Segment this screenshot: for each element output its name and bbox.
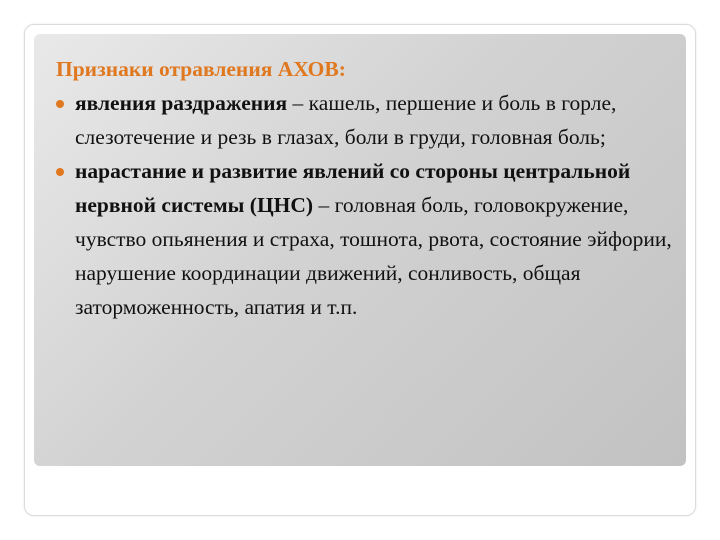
bullet-bold-lead: нарастание и развитие явлений со стороны центральной нервной системы (ЦНС) [75,159,631,217]
bullet-item-cns [56,154,686,324]
bullet-text: – кашель, першение и боль в горле, слезотечение и резь в глазах, боли в груди, головная боль; [75,91,617,149]
bullet-list [56,86,686,324]
bullet-text: – головная боль, головокружение, чувство опьянения и страха, тошнота, рвота, состояние эйфории, нарушение координации движений, сонливость, общая заторможенность, апатия и т.п. [75,193,672,319]
bullet-dot-icon [56,100,64,108]
slide-heading: Признаки отравления АХОВ: [56,57,346,81]
bullet-bold-lead: явления раздражения [75,91,288,115]
bullet-dot-icon [56,168,64,176]
bullet-item-irritation [56,86,686,154]
slide-text [56,52,686,324]
